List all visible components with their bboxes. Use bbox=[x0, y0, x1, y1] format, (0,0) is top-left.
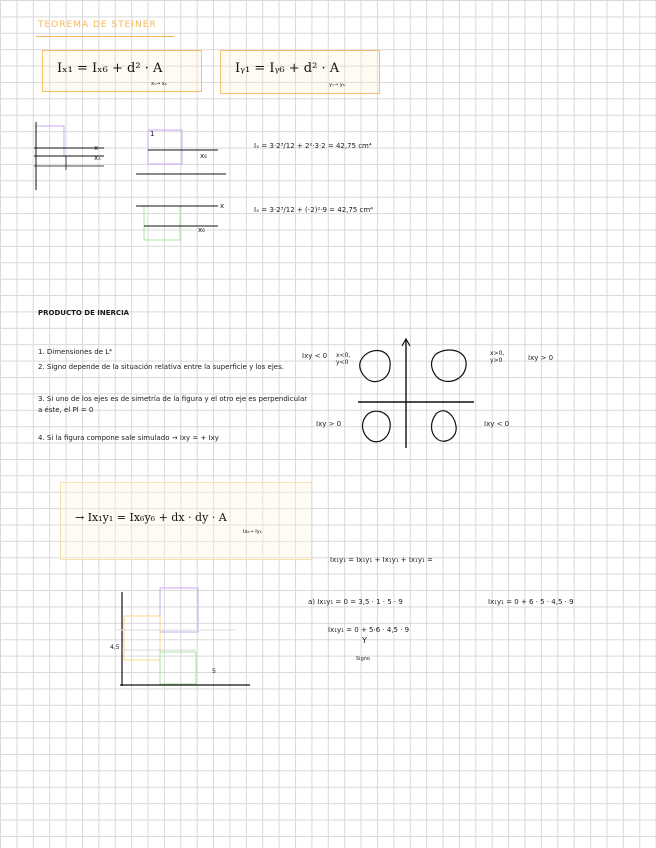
calc-line-1: a) Ix₁y₁ = 0 = 3,5 · 1 · 5 · 9 bbox=[308, 598, 403, 606]
quadrant-diagram bbox=[352, 336, 476, 452]
product-title: PRODUCTO DE INERCIA bbox=[38, 309, 130, 317]
label-f: x₆ bbox=[198, 226, 205, 234]
formula-x-under: x₁→ x₆ bbox=[151, 81, 167, 87]
composite-figure bbox=[86, 586, 266, 690]
example-x-result: Iₓ = 3·2³/12 + 2²·3·2 = 42,75 cm⁴ bbox=[254, 142, 372, 150]
item-2: 2. Signo depende de la situación relativa entre la superficie y los ejes. bbox=[38, 363, 284, 371]
label-b: xₛ bbox=[94, 154, 101, 162]
item-1: 1. Dimensiones de L⁴ bbox=[38, 348, 112, 356]
calc-line-1b: Ix₁y₁ = 0 + 6 · 5 · 4,5 · 9 bbox=[488, 598, 574, 606]
sum-line: Ix₁y₁ = Ix₁y₁ + Ix₁y₁ + Ix₁y₁ = bbox=[330, 556, 433, 564]
figure-label-x: 5 bbox=[212, 668, 216, 675]
item-4: 4. Si la figura compone sale simulado → Ixy = + Ixy bbox=[38, 434, 219, 442]
quadrant-top-left-cond: x<0, y<0 bbox=[336, 352, 351, 366]
title-underline bbox=[36, 36, 174, 37]
steiner-title: TEOREMA DE STEINER bbox=[38, 20, 157, 30]
label-c: 1 bbox=[150, 130, 155, 138]
example-diagram-1 bbox=[30, 118, 120, 198]
formula-y: Iᵧ₁ = Iᵧ₆ + d² · A bbox=[235, 61, 340, 76]
figure-label-y: 4,5 bbox=[110, 644, 120, 651]
item-3: 3. Si uno de los ejes es de simetría de la figura y el otro eje es perpendicular a éste, el Pl = 0 bbox=[38, 395, 308, 414]
formula-box-y bbox=[220, 50, 380, 94]
signo-arrow: Y bbox=[362, 636, 367, 645]
product-formula: → Ix₁y₁ = Ix₆y₆ + dx · dy · A bbox=[75, 511, 227, 524]
calc-line-2: Ix₁y₁ = 0 + 5·6 · 4,5 · 9 bbox=[328, 626, 410, 634]
label-a: x bbox=[94, 144, 99, 152]
quadrant-top-right-cond: x>0, y>0 bbox=[490, 350, 505, 364]
quadrant-bottom-right-label: Ixy < 0 bbox=[484, 420, 510, 428]
quadrant-bottom-left-label: Ixy > 0 bbox=[316, 420, 342, 428]
formula-x: Iₓ₁ = Iₓ₆ + d² · A bbox=[57, 61, 163, 76]
quadrant-top-right-result: Ixy > 0 bbox=[528, 354, 554, 362]
example-y-result: Iₓ = 3·2³/12 + (-2)²·9 = 42,75 cm⁴ bbox=[254, 206, 373, 214]
label-d: x₆ bbox=[200, 152, 207, 160]
label-e: x bbox=[220, 202, 225, 210]
formula-y-under: y₁→ y₆ bbox=[329, 82, 345, 88]
product-formula-box bbox=[60, 482, 312, 560]
example-diagram-2 bbox=[134, 126, 234, 186]
signo-note: Signo bbox=[356, 656, 370, 662]
quadrant-top-left-label: Ixy < 0 bbox=[302, 352, 328, 360]
product-formula-under: Ix₆→ Iy₆ bbox=[243, 529, 262, 535]
example-diagram-3 bbox=[134, 196, 234, 246]
formula-box-x bbox=[42, 50, 202, 92]
